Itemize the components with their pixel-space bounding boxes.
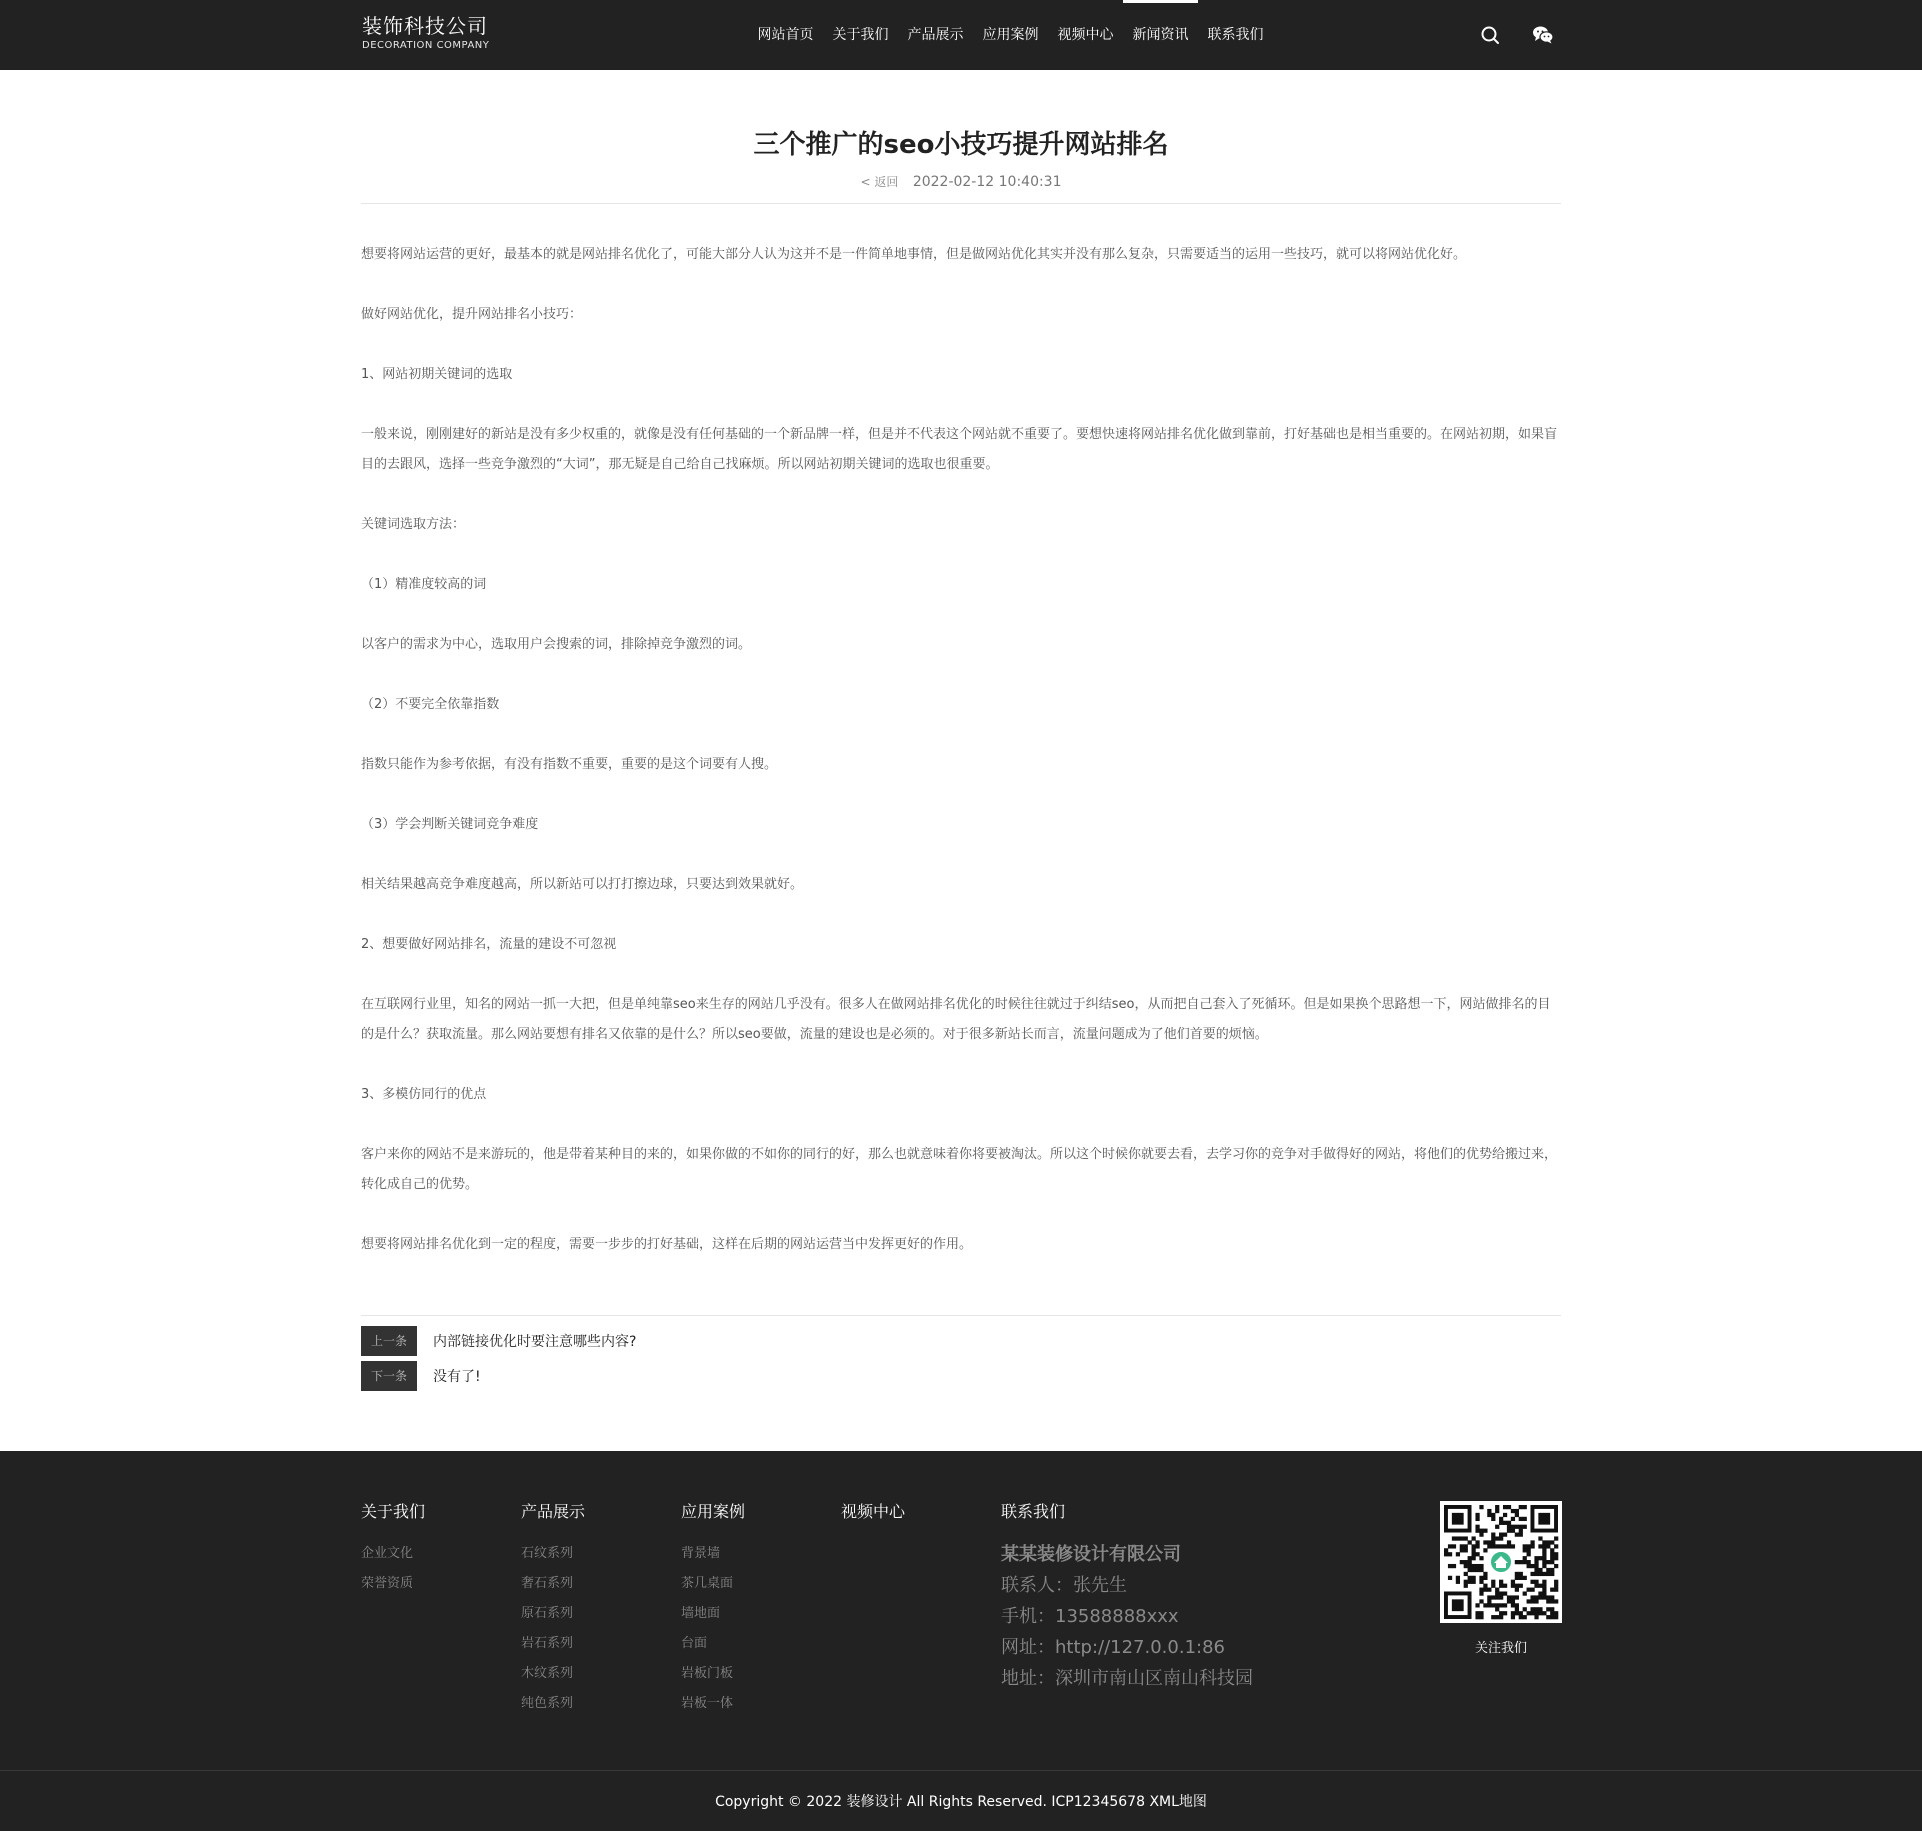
next-article-link[interactable]: 没有了! (433, 1369, 481, 1385)
article-paragraph: 想要将网站排名优化到一定的程度，需要一步步的打好基础，这样在后期的网站运营当中发挥更好的作用。 (361, 1237, 973, 1252)
article-body (361, 240, 1561, 1290)
article-meta (0, 172, 1922, 192)
article-paragraph: 客户来你的网站不是来游玩的，他是带着某种目的来的，如果你做的不如你的同行的好，那么也就意味着你将要被淘汰。所以这个时候你就要去看，去学习你的竞争对手做得好的网站，将他们的优势给搬过来，转化成自己的优势。 (361, 1147, 1558, 1192)
footer-link[interactable]: 台面 (681, 1636, 708, 1651)
prev-article-link[interactable]: 内部链接优化时要注意哪些内容? (433, 1334, 637, 1350)
footer-link[interactable]: 茶几桌面 (681, 1576, 734, 1591)
footer-link[interactable]: 奢石系列 (521, 1576, 574, 1591)
footer-col-about (361, 1501, 425, 1599)
search-icon[interactable] (1477, 22, 1503, 48)
footer-link[interactable]: 木纹系列 (521, 1666, 574, 1681)
next-tag: 下一条 (361, 1361, 417, 1391)
footer-col-contact (1001, 1501, 1253, 1694)
contact-website: 网址：http://127.0.0.1:86 (1001, 1637, 1225, 1658)
prev-tag: 上一条 (361, 1326, 417, 1356)
nav-item-products[interactable]: 产品展示 (907, 27, 964, 43)
article-paragraph: 想要将网站运营的更好，最基本的就是网站排名优化了，可能大部分人认为这并不是一件简单地事情，但是做网站优化其实并没有那么复杂，只需要适当的运用一些技巧，就可以将网站优化好。 (361, 247, 1467, 262)
article-paragraph: 一般来说，刚刚建好的新站是没有多少权重的，就像是没有任何基础的一个新品牌一样，但是并不代表这个网站就不重要了。要想快速将网站排名优化做到靠前，打好基础也是相当重要的。在网站初期，如果盲目的去跟风，选择一些竞争激烈的“大词”，那无疑是自己给自己找麻烦。所以网站初期关键词的选取也很重要。 (361, 427, 1558, 472)
footer-col-title[interactable]: 产品展示 (521, 1502, 586, 1521)
next-article (361, 1361, 1561, 1391)
article-paragraph: （2）不要完全依靠指数 (361, 697, 500, 712)
footer-link[interactable]: 原石系列 (521, 1606, 574, 1621)
article-paragraph: 关键词选取方法： (361, 517, 466, 532)
footer-link[interactable]: 墙地面 (681, 1606, 721, 1621)
site-header (0, 0, 1922, 70)
article-paragraph: 做好网站优化，提升网站排名小技巧： (361, 307, 583, 322)
article-paragraph: 2、想要做好网站排名，流量的建设不可忽视 (361, 937, 617, 952)
article-paragraph: 相关结果越高竞争难度越高，所以新站可以打打擦边球，只要达到效果就好。 (361, 877, 804, 892)
footer-col-cases (681, 1501, 745, 1719)
footer-col-title[interactable]: 关于我们 (361, 1502, 426, 1521)
copyright: Copyright © 2022 装修设计 All Rights Reserved. ICP12345678 XML地图 (715, 1794, 1207, 1810)
nav-item-news[interactable]: 新闻资讯 (1123, 0, 1198, 70)
footer-link[interactable]: 企业文化 (361, 1546, 414, 1561)
footer-col-title[interactable]: 应用案例 (681, 1502, 746, 1521)
footer-col-title[interactable]: 联系我们 (1001, 1502, 1066, 1521)
footer-link[interactable]: 岩板门板 (681, 1666, 734, 1681)
site-footer (0, 1451, 1922, 1831)
nav-item-cases[interactable]: 应用案例 (982, 27, 1039, 43)
main-nav (748, 0, 1273, 70)
footer-link[interactable]: 石纹系列 (521, 1546, 574, 1561)
contact-person: 联系人：张先生 (1001, 1575, 1127, 1596)
footer-link[interactable]: 纯色系列 (521, 1696, 574, 1711)
article-title: 三个推广的seo小技巧提升网站排名 (753, 130, 1169, 160)
nav-item-video[interactable]: 视频中心 (1057, 27, 1114, 43)
article-paragraph: 指数只能作为参考依据，有没有指数不重要，重要的是这个词要有人搜。 (361, 757, 778, 772)
nav-item-contact[interactable]: 联系我们 (1207, 27, 1264, 43)
nav-item-home[interactable]: 网站首页 (757, 27, 814, 43)
article-paragraph: 1、网站初期关键词的选取 (361, 367, 513, 382)
article-paragraph: 3、多模仿同行的优点 (361, 1087, 487, 1102)
article-paragraph: 以客户的需求为中心，选取用户会搜索的词，排除掉竞争激烈的词。 (361, 637, 752, 652)
logo-title: 装饰科技公司 (362, 14, 488, 38)
qr-caption: 关注我们 (1474, 1641, 1527, 1656)
article-paragraph: 在互联网行业里，知名的网站一抓一大把，但是单纯靠seo来生存的网站几乎没有。很多人在做网站排名优化的时候往往就过于纠结seo，从而把自己套入了死循环。但是如果换个思路想一下，网站做排名的目的是什么？获取流量。那么网站要想有排名又依靠的是什么？所以seo要做，流量的建设也是必须的。对于很多新站长而言，流量问题成为了他们首要的烦恼。 (361, 997, 1551, 1042)
nav-item-about[interactable]: 关于我们 (832, 27, 889, 43)
footer-link[interactable]: 岩石系列 (521, 1636, 574, 1651)
footer-col-title[interactable]: 视频中心 (841, 1502, 906, 1521)
article-paragraph: （3）学会判断关键词竞争难度 (361, 817, 539, 832)
back-link[interactable]: < 返回 (860, 175, 899, 189)
contact-address: 地址：深圳市南山区南山科技园 (1001, 1668, 1253, 1689)
footer-col-video (841, 1501, 905, 1539)
footer-link[interactable]: 岩板一体 (681, 1696, 734, 1711)
footer-divider (0, 1770, 1922, 1771)
wechat-icon[interactable] (1530, 22, 1556, 48)
article-date: 2022-02-12 10:40:31 (912, 174, 1062, 190)
contact-phone: 手机：13588888xxx (1001, 1606, 1179, 1627)
site-logo[interactable] (362, 14, 489, 53)
footer-link[interactable]: 背景墙 (681, 1546, 721, 1561)
footer-col-products (521, 1501, 585, 1719)
article-paragraph: （1）精准度较高的词 (361, 577, 487, 592)
title-divider (361, 203, 1561, 204)
logo-subtitle: DECORATION COMPANY (362, 40, 490, 51)
prev-article (361, 1326, 1561, 1356)
content-divider (361, 1315, 1561, 1316)
footer-link[interactable]: 荣誉资质 (361, 1576, 414, 1591)
contact-company: 某某装修设计有限公司 (1001, 1544, 1181, 1565)
qr-code (1440, 1501, 1562, 1623)
